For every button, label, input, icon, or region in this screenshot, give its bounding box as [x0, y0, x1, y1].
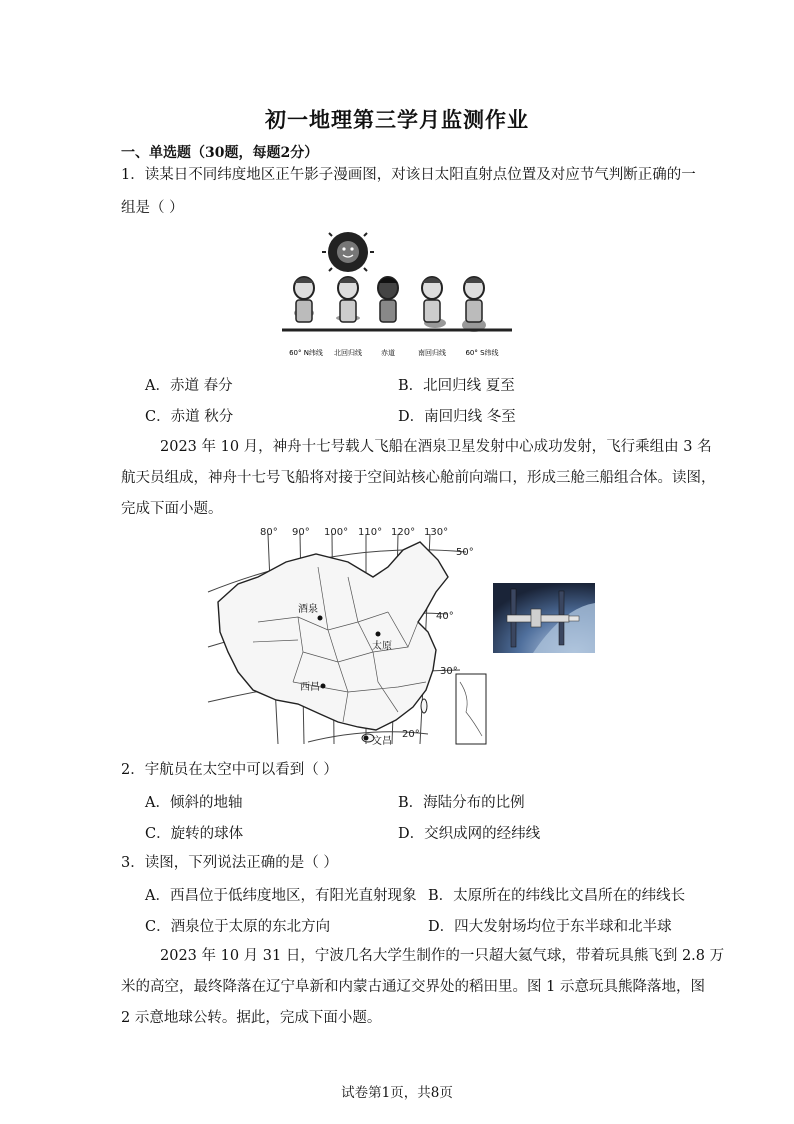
q3-option-a[interactable]: A．西昌位于低纬度地区，有阳光直射现象: [145, 888, 417, 904]
q1-option-d[interactable]: D．南回归线 冬至: [398, 409, 516, 425]
q3-option-c[interactable]: C．酒泉位于太原的东北方向: [145, 919, 331, 935]
lon-label-130: 130°: [424, 527, 449, 538]
lon-label-90: 90°: [292, 527, 310, 538]
figure-label-equator: 赤道: [381, 349, 395, 357]
city-label-wenchang: 文昌: [372, 736, 392, 747]
city-label-taiyuan: 太原: [372, 641, 392, 652]
lat-label-40: 40°: [436, 611, 454, 622]
lat-label-20: 20°: [402, 729, 420, 740]
city-label-jiuquan: 酒泉: [298, 604, 318, 615]
sun-icon: [322, 230, 374, 272]
space-station-photo: [493, 583, 595, 653]
person-figure-2: [338, 277, 358, 322]
figure-label-tropic-cancer: 北回归线: [334, 349, 362, 357]
q1-option-c[interactable]: C．赤道 秋分: [145, 409, 234, 425]
q2-option-a[interactable]: A．倾斜的地轴: [145, 795, 243, 811]
q2-option-c[interactable]: C．旋转的球体: [145, 826, 244, 842]
lat-label-30: 30°: [440, 666, 458, 677]
q2-option-d[interactable]: D．交织成网的经纬线: [398, 826, 541, 842]
figure-label-60n: 60° N纬线: [289, 349, 323, 357]
passage1-line2: 航天员组成，神舟十七号飞船将对接于空间站核心舱前向端口，形成三舱三船组合体。读图，: [121, 470, 716, 486]
q2-option-b[interactable]: B．海陆分布的比例: [398, 795, 525, 811]
person-figure-1: [294, 277, 314, 322]
passage2-line2: 米的高空，最终降落在辽宁阜新和内蒙古通辽交界处的稻田里。图 1 示意玩具熊降落地，图: [121, 979, 705, 995]
lon-label-80: 80°: [260, 527, 278, 538]
lon-label-110: 110°: [358, 527, 383, 538]
passage2-line1: 2023 年 10 月 31 日，宁波几名大学生制作的一只超大氦气球，带着玩具熊飞到 2.8 万: [160, 948, 725, 964]
q1-option-a[interactable]: A．赤道 春分: [145, 378, 233, 394]
lon-label-100: 100°: [324, 527, 349, 538]
passage2-line3: 2 示意地球公转。据此，完成下面小题。: [121, 1010, 382, 1026]
lat-label-50: 50°: [456, 547, 474, 558]
shadow-cartoon-figure: [280, 230, 515, 360]
person-figure-3: [378, 277, 398, 322]
q3-option-b[interactable]: B．太原所在的纬线比文昌所在的纬线长: [428, 888, 686, 904]
passage1-line1: 2023 年 10 月，神舟十七号载人飞船在酒泉卫星发射中心成功发射，飞行乘组由 3 名: [160, 439, 712, 455]
person-figure-4: [422, 277, 442, 322]
china-launch-site-map: [198, 522, 488, 748]
q1-stem-line1: 1．读某日不同纬度地区正午影子漫画图，对该日太阳直射点位置及对应节气判断正确的一: [121, 167, 696, 183]
q1-stem-line2: 组是（ ）: [121, 200, 184, 216]
city-label-xichang: 西昌: [300, 682, 320, 693]
figure-label-60s: 60° S纬线: [465, 349, 499, 357]
section-heading: 一、单选题（30题，每题2分）: [121, 145, 319, 161]
q3-option-d[interactable]: D．四大发射场均位于东半球和北半球: [428, 919, 672, 935]
page-title: 初一地理第三学月监测作业: [265, 107, 529, 132]
lon-label-120: 120°: [391, 527, 416, 538]
person-figure-5: [464, 277, 484, 322]
q2-stem: 2．宇航员在太空中可以看到（ ）: [121, 762, 338, 778]
q1-option-b[interactable]: B．北回归线 夏至: [398, 378, 515, 394]
q3-stem: 3．读图，下列说法正确的是（ ）: [121, 855, 338, 871]
page-footer: 试卷第1页，共8页: [341, 1085, 453, 1101]
figure-label-tropic-capricorn: 南回归线: [418, 349, 446, 357]
passage1-line3: 完成下面小题。: [121, 501, 223, 517]
